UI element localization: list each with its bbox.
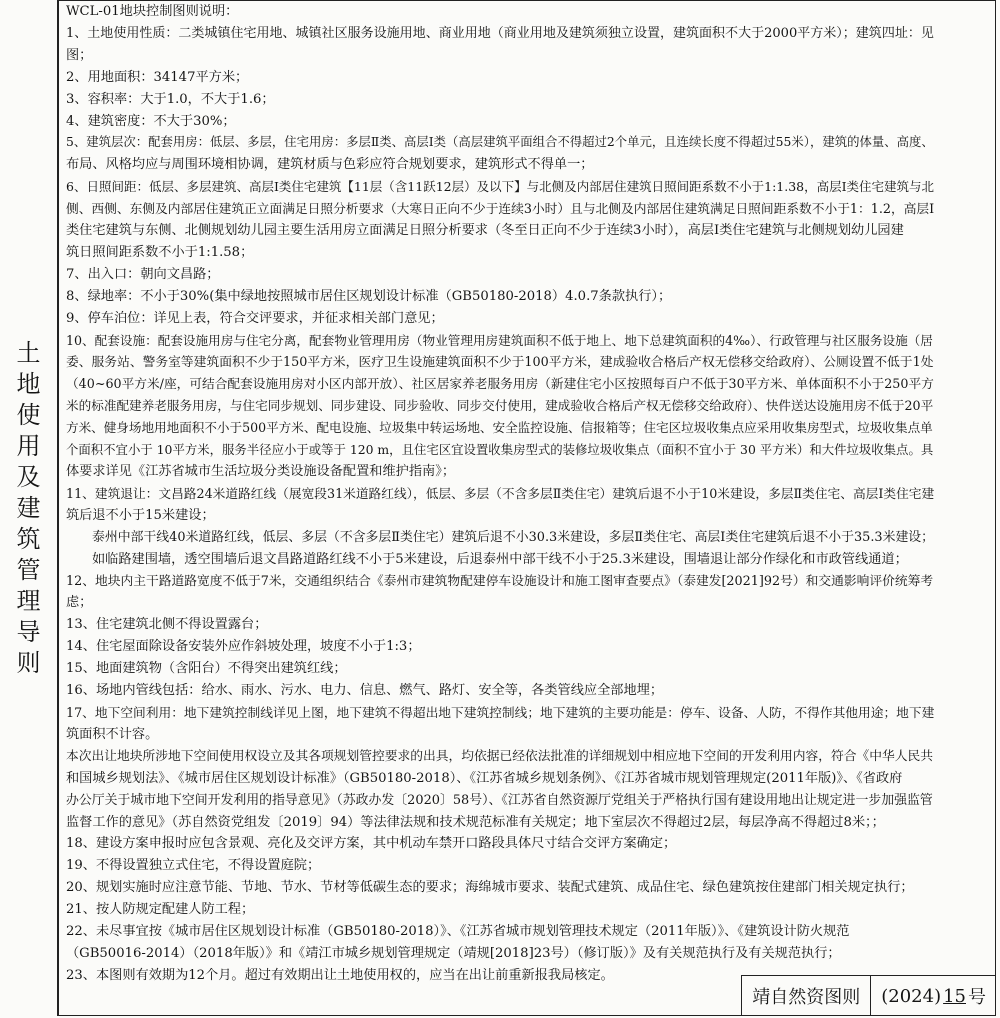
text-line: WCL-01地块控制图则说明： xyxy=(66,4,239,19)
text-line: 22、未尽事宜按《城市居住区规划设计标准（GB50180-2018）》、《江苏省城市规划管理技术规定（2011年版）》、《建筑设计防火规范 xyxy=(66,924,850,940)
side-title-char: 则 xyxy=(16,648,41,677)
side-title-char: 导 xyxy=(16,617,41,646)
text-line: 12、地块内主干路道路宽度不低于7米，交通组织结合《泰州市建筑物配建停车设施设计和施工图审查要点》（泰建发[2021]92号）和交通影响评价统筹考 xyxy=(66,573,934,589)
text-line: 7、出入口：朝向文昌路； xyxy=(66,266,220,282)
text-line: 20、规划实施时应注意节能、节地、节水、节材等低碳生态的要求；海绵城市要求、装配式建筑、成品住宅、绿色建筑按住建部门相关规定执行； xyxy=(66,880,914,896)
text-line: 监督工作的意见》（苏自然资党组发〔2019〕94）等法律法规和技术规范标准有关规定；地下室层次不得超过2层，每层净高不得超过8米；； xyxy=(66,814,885,830)
stamp-number-cell xyxy=(870,976,996,1016)
text-line: 13、住宅建筑北侧不得设置露台； xyxy=(66,617,268,633)
text-line: 本次出让地块所涉地下空间使用权设立及其各项规划管控要求的出具，均依据已经依法批准的详细规划中相应地下空间的开发利用内容，符合《中华人民共 xyxy=(66,748,933,764)
text-line: 侧、西侧、东侧及内部居住建筑正立面满足日照分析要求（大寒日正向不少于连续3小时）且与北侧及内部居住建筑满足日照间距系数不小于1：1.2，高层Ⅰ xyxy=(66,201,935,217)
text-line: 筑日照间距系数不小于1:1.58； xyxy=(66,244,254,260)
side-title-char: 筑 xyxy=(16,524,41,553)
text-line: 17、地下空间利用：地下建筑控制线详见上图，地下建筑不得超出地下建筑控制线；地下建筑的主要功能是：停车、设备、人防，不得作其他用途；地下建 xyxy=(66,705,935,720)
side-title-char: 地 xyxy=(16,369,41,398)
stamp-suffix: 号 xyxy=(968,987,986,1008)
stamp-label: 靖自然资图则 xyxy=(752,987,861,1008)
side-title-char: 及 xyxy=(16,462,41,491)
text-line: 11、建筑退让：文昌路24米道路红线（展宽段31米道路红线），低层、多层（不含多层Ⅱ类住宅）建筑后退不小于10米建设，多层Ⅱ类住宅、高层Ⅰ类住宅建 xyxy=(66,485,935,501)
text-line: 筑后退不小于15米建设； xyxy=(66,507,215,523)
text-line: （40~60平方米/座，可结合配套设施用房对小区内部开放）、社区居家养老服务用房（新建住宅小区按照每百户不低于30平方米、单体面积不小于250平方 xyxy=(66,376,934,392)
text-line: 如临路建围墙，透空围墙后退文昌路道路红线不小于5米建设，后退泰州中部干线不小于25.3米建设，围墙退让部分作绿化和市政管线通道； xyxy=(92,551,908,567)
regulation-text xyxy=(66,1,938,987)
text-line: 办公厅关于城市地下空间开发利用的指导意见》（苏政办发〔2020〕58号）、《江苏省自然资源厅党组关于严格执行国有建设用地出让规定进一步加强监管 xyxy=(66,792,933,808)
side-title-char: 理 xyxy=(16,586,41,615)
text-line: 委、服务站、警务室等建筑面积不少于150平方米，医疗卫生设施建筑面积不少于100平方米，建成验收合格后产权无偿移交给政府）、公厕设置不低于1处 xyxy=(66,354,934,370)
text-line: 体要求详见《江苏省城市生活垃圾分类设施设备配置和维护指南》； xyxy=(66,464,456,480)
side-title-char: 建 xyxy=(16,493,41,522)
text-line: 21、按人防规定配建人防工程； xyxy=(66,902,255,918)
text-line: 10、配套设施：配套设施用房与住宅分离，配套物业管理用房（物业管理用房建筑面积不低于地上、地下总建筑面积的4‰）、行政管理与社区服务设施（居 xyxy=(66,332,933,348)
text-line: 19、不得设置独立式住宅，不得设置庭院； xyxy=(66,858,321,874)
text-line: 5、建筑层次：配套用房：低层、多层，住宅用房：多层Ⅱ类、高层Ⅰ类（高层建筑平面组合不得超过2个单元，且连续长度不得超过55米），建筑的体量、高度、 xyxy=(66,135,934,150)
text-line: 8、绿地率：不小于30%(集中绿地按照城市居住区规划设计标准（GB50180-2018）4.0.7条款执行）； xyxy=(66,288,672,304)
text-line: 泰州中部干线40米道路红线，低层、多层（不含多层Ⅱ类住宅）建筑后退不小30.3米建设，多层Ⅱ类住宅、高层Ⅰ类住宅建筑后退不小于35.3米建设； xyxy=(92,529,935,545)
text-line: （GB50016-2014）（2018年版）》和《靖江市城乡规划管理规定（靖规[2018]23号）（修订版）》及有关规范执行及有关规范执行； xyxy=(66,945,841,961)
text-line: 图； xyxy=(66,47,93,63)
text-line: 虑； xyxy=(66,595,93,611)
text-line: 23、本图则有效期为12个月。超过有效期出让土地使用权的，应当在出让前重新报我局核定。 xyxy=(66,967,614,983)
side-title-char: 管 xyxy=(16,555,41,584)
stamp-year: (2024) xyxy=(881,985,942,1007)
text-line: 18、建设方案申报时应包含景观、亮化及交评方案，其中机动车禁开口路段具体尺寸结合交评方案确定； xyxy=(66,836,677,852)
text-line: 筑面积不计容。 xyxy=(66,726,159,742)
side-title-char: 土 xyxy=(16,338,41,367)
text-line: 4、建筑密度：不大于30%； xyxy=(66,113,236,129)
text-line: 个面积不宜小于 10平方米，服务半径应小于或等于 120 m，且住宅区宜设置收集房型式的装修垃圾收集点（面积不宜小于 30 平方米）和大件垃圾收集点。具 xyxy=(66,442,934,458)
document-stamp xyxy=(741,975,996,1016)
text-line: 16、场地内管线包括：给水、雨水、污水、电力、信息、燃气、路灯、安全等，各类管线应全部地埋； xyxy=(66,683,664,699)
text-line: 14、住宅屋面除设备安装外应作斜坡处理，坡度不小于1:3； xyxy=(66,639,421,655)
text-line: 布局、风格均应与周围环境相协调，建筑材质与色彩应符合规划要求，建筑形式不得单一； xyxy=(66,157,594,173)
text-line: 类住宅建筑与东侧、北侧规划幼儿园主要生活用房立面满足日照分析要求（冬至日正向不少于连续3小时），高层Ⅰ类住宅建筑与北侧规划幼儿园建 xyxy=(66,223,904,239)
text-line: 和国城乡规划法》、《城市居住区规划设计标准》（GB50180-2018）、《江苏省城乡规划条例》、《江苏省城市规划管理规定(2011年版)》、《省政府 xyxy=(66,770,903,786)
side-title xyxy=(0,0,58,1016)
text-line: 方米、健身场地用地面积不小于500平方米、配电设施、垃圾集中转运场地、安全监控设施、信报箱等；住宅区垃圾收集点应采用收集房型式，垃圾收集点单 xyxy=(66,420,933,436)
side-title-char: 用 xyxy=(16,431,41,460)
text-line: 1、土地使用性质：二类城镇住宅用地、城镇社区服务设施用地、商业用地（商业用地及建筑须独立设置，建筑面积不大于2000平方米）；建筑四址：见 xyxy=(66,25,934,41)
text-line: 6、日照间距：低层、多层建筑、高层Ⅰ类住宅建筑【11层（含11跃12层）及以下】与北侧及内部居住建筑日照间距系数不小于1:1.38，高层Ⅰ类住宅建筑与北 xyxy=(66,179,935,195)
side-title-char: 使 xyxy=(16,400,41,429)
text-line: 2、用地面积：34147平方米； xyxy=(66,69,249,85)
text-line: 3、容积率：大于1.0，不大于1.6； xyxy=(66,91,275,107)
text-line: 米的标准配建养老服务用房，与住宅同步规划、同步建设、同步验收、同步交付使用，建成验收合格后产权无偿移交给政府）、快件送达设施用房不低于20平 xyxy=(66,398,934,414)
text-line: 9、停车泊位：详见上表，符合交评要求，并征求相关部门意见； xyxy=(66,310,444,326)
stamp-number: 15 xyxy=(943,985,966,1007)
text-line: 15、地面建筑物（含阳台）不得突出建筑红线； xyxy=(66,661,347,677)
